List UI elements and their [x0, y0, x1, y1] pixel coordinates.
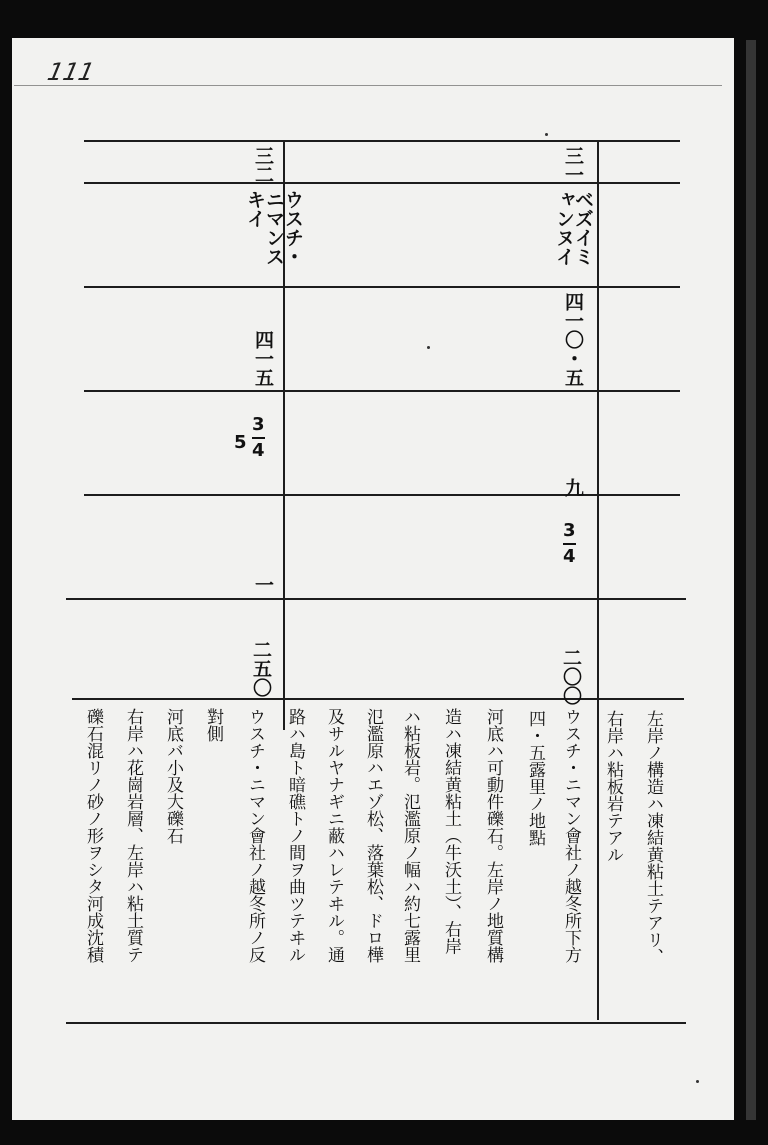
scan-speck	[427, 346, 430, 349]
entry-32-remark-line-8: 路ハ島ト暗礁トノ間ヲ曲ツテヰル	[285, 708, 305, 963]
entry-32-remark-line-4: 造ハ凍結黄粘土（牛沃土）、右岸	[441, 708, 461, 955]
table-rule-4	[84, 494, 680, 496]
entry-32-width-fraction	[252, 416, 265, 460]
fraction-bar	[563, 543, 576, 545]
width-denominator: 4	[252, 440, 265, 461]
table-rule-bottom	[66, 1022, 686, 1024]
table-rule-5	[66, 598, 686, 600]
entry-32-depth: 一	[252, 575, 274, 594]
page-number: 111	[45, 58, 97, 86]
table-rule-2	[84, 286, 680, 288]
entry-31-remark-line-2: 右岸ハ粘板岩テアル	[603, 710, 623, 863]
table-rule-6	[72, 698, 684, 700]
column-rule-2	[597, 140, 599, 1020]
width-numerator: 3	[252, 414, 265, 435]
scan-speck	[545, 133, 548, 136]
entry-32-remark-line-7: 及サルヤナギニ蔽ハレテヰル。通	[324, 708, 344, 963]
entry-31-altitude: 四一〇・五	[562, 292, 584, 387]
entry-31-depth	[563, 522, 576, 566]
entry-31-remark-line-1: 左岸ノ構造ハ凍結黄粘土テアリ、	[643, 710, 663, 965]
entry-32-remark-line-10: 對側	[203, 708, 223, 742]
entry-32-altitude: 四一五	[252, 330, 274, 387]
entry-32-remark-line-11: 河底バ小及大礫石	[163, 708, 183, 844]
entry-31-number: 三一	[562, 146, 584, 184]
entry-32-remark-line-3: 河底ハ可動件礫石。左岸ノ地質構	[483, 708, 503, 963]
entry-32-remark-line-13: 礫石混リノ砂ノ形ヲシタ河成沈積	[83, 708, 103, 963]
entry-32-remark-line-5: ハ粘板岩。氾濫原ノ幅ハ約七露里	[400, 708, 420, 963]
entry-32-length: 二五〇	[250, 640, 272, 697]
entry-32-remark-line-6: 氾濫原ハエゾ松、落葉松、ドロ樺	[363, 708, 383, 963]
entry-32-remark-line-12: 右岸ハ花崗岩層、左岸ハ粘土質テ	[123, 708, 143, 963]
table-rule-3	[84, 390, 680, 392]
table-rule-top	[84, 140, 680, 142]
entry-31-length: 二〇〇	[560, 648, 582, 705]
fraction-bar	[252, 437, 265, 439]
entry-32-width-whole: 5	[234, 432, 247, 453]
depth-numerator: 3	[563, 520, 576, 541]
entry-32-remark-line-9: ウスチ・ニマン會社ノ越冬所ノ反	[245, 708, 265, 963]
scan-speck	[696, 1080, 699, 1083]
entry-31-name: ベズイミャンヌイ	[553, 190, 594, 266]
page-edge-shadow	[746, 40, 756, 1120]
entry-32-remark-line-2: 四・五露里ノ地點	[525, 710, 545, 846]
depth-denominator: 4	[563, 546, 576, 567]
page-top-rule	[14, 85, 722, 86]
table-rule-1	[84, 182, 680, 184]
entry-31-width: 九	[562, 478, 584, 497]
entry-32-number: 三二	[252, 146, 274, 184]
entry-32-name: ウスチ・ニマンスキイ	[244, 190, 304, 266]
entry-32-remark-line-1: ウスチ・ニマン會社ノ越冬所下方	[561, 708, 581, 963]
